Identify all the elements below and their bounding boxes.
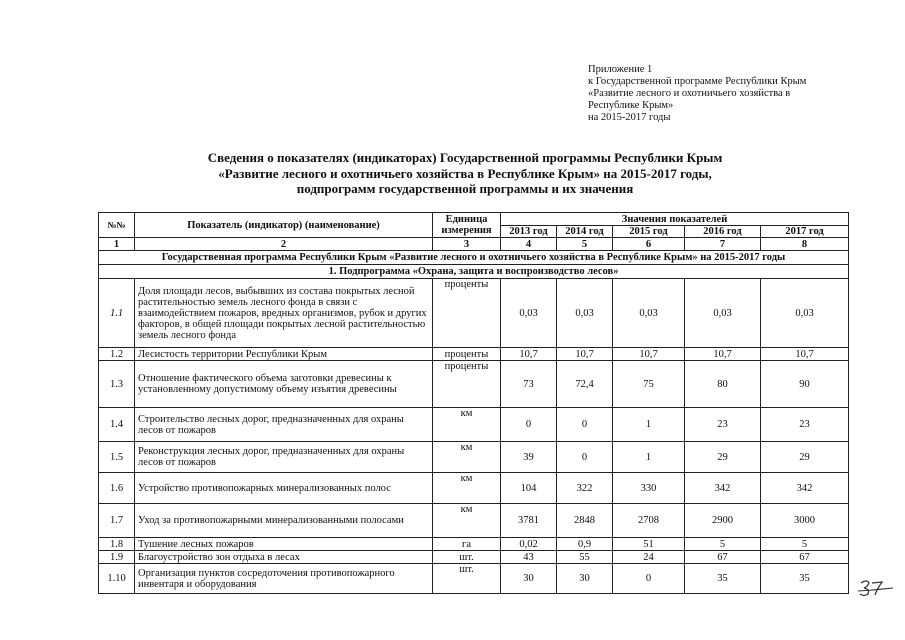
page-number-handwritten bbox=[858, 578, 894, 598]
table-row bbox=[99, 279, 849, 348]
header-year: 2014 год bbox=[557, 226, 613, 238]
row-value: 0 bbox=[557, 408, 613, 442]
row-value: 90 bbox=[761, 361, 849, 408]
column-number: 5 bbox=[557, 238, 613, 251]
header-year: 2015 год bbox=[613, 226, 685, 238]
row-value: 0,03 bbox=[761, 279, 849, 348]
row-unit: км bbox=[433, 473, 501, 504]
table-row bbox=[99, 504, 849, 538]
row-unit: проценты bbox=[433, 279, 501, 348]
row-value: 35 bbox=[685, 564, 761, 594]
appendix-line: «Развитие лесного и охотничьего хозяйства в bbox=[588, 88, 791, 99]
row-value: 23 bbox=[685, 408, 761, 442]
column-number: 8 bbox=[761, 238, 849, 251]
appendix-line: к Государственной программе Республики Крым bbox=[588, 76, 807, 87]
row-value: 0,03 bbox=[685, 279, 761, 348]
header-num: №№ bbox=[99, 213, 135, 238]
row-value: 10,7 bbox=[685, 348, 761, 361]
row-value: 24 bbox=[613, 551, 685, 564]
row-value: 51 bbox=[613, 538, 685, 551]
column-number: 4 bbox=[501, 238, 557, 251]
header-year: 2017 год bbox=[761, 226, 849, 238]
program-title: Государственная программа Республики Крым «Развитие лесного и охотничьего хозяйства в Республике Крым» на 2015-2017 годы bbox=[99, 251, 849, 265]
header-year: 2013 год bbox=[501, 226, 557, 238]
row-value: 10,7 bbox=[761, 348, 849, 361]
row-num: 1.7 bbox=[99, 504, 135, 538]
row-value: 330 bbox=[613, 473, 685, 504]
row-value: 30 bbox=[501, 564, 557, 594]
row-num: 1.10 bbox=[99, 564, 135, 594]
title-line: Сведения о показателях (индикаторах) Государственной программы Республики Крым bbox=[207, 150, 723, 165]
subprogram-row bbox=[99, 265, 849, 279]
header-values-group: Значения показателей bbox=[501, 213, 849, 226]
row-value: 0,03 bbox=[557, 279, 613, 348]
row-value: 0,02 bbox=[501, 538, 557, 551]
table-row bbox=[99, 538, 849, 551]
row-indicator: Организация пунктов сосредоточения противопожарного инвентаря и оборудования bbox=[135, 564, 433, 594]
row-value: 43 bbox=[501, 551, 557, 564]
row-num: 1.1 bbox=[99, 279, 135, 348]
row-value: 3781 bbox=[501, 504, 557, 538]
row-value: 2848 bbox=[557, 504, 613, 538]
row-unit: км bbox=[433, 442, 501, 473]
table-row bbox=[99, 442, 849, 473]
row-unit: га bbox=[433, 538, 501, 551]
row-value: 0,03 bbox=[501, 279, 557, 348]
row-value: 30 bbox=[557, 564, 613, 594]
row-num: 1.2 bbox=[99, 348, 135, 361]
row-value: 342 bbox=[685, 473, 761, 504]
row-num: 1.9 bbox=[99, 551, 135, 564]
column-number-row bbox=[99, 238, 849, 251]
row-value: 67 bbox=[685, 551, 761, 564]
indicators-table bbox=[98, 212, 849, 594]
row-value: 23 bbox=[761, 408, 849, 442]
row-indicator: Лесистость территории Республики Крым bbox=[135, 348, 433, 361]
row-unit: проценты bbox=[433, 348, 501, 361]
column-number: 1 bbox=[99, 238, 135, 251]
row-value: 10,7 bbox=[557, 348, 613, 361]
row-unit: км bbox=[433, 408, 501, 442]
row-value: 67 bbox=[761, 551, 849, 564]
row-indicator: Отношение фактического объема заготовки древесины к установленному допустимому объему изъятия древесины bbox=[135, 361, 433, 408]
row-value: 0 bbox=[613, 564, 685, 594]
row-value: 2900 bbox=[685, 504, 761, 538]
row-num: 1.5 bbox=[99, 442, 135, 473]
row-value: 39 bbox=[501, 442, 557, 473]
row-num: 1.8 bbox=[99, 538, 135, 551]
row-value: 104 bbox=[501, 473, 557, 504]
row-value: 342 bbox=[761, 473, 849, 504]
row-value: 55 bbox=[557, 551, 613, 564]
header-indicator: Показатель (индикатор) (наименование) bbox=[135, 213, 433, 238]
column-number: 2 bbox=[135, 238, 433, 251]
row-unit: км bbox=[433, 504, 501, 538]
table-row bbox=[99, 551, 849, 564]
row-value: 80 bbox=[685, 361, 761, 408]
table-row bbox=[99, 348, 849, 361]
row-indicator: Устройство противопожарных минерализованных полос bbox=[135, 473, 433, 504]
row-value: 29 bbox=[685, 442, 761, 473]
column-number: 6 bbox=[613, 238, 685, 251]
row-value: 5 bbox=[761, 538, 849, 551]
column-number: 7 bbox=[685, 238, 761, 251]
table-row bbox=[99, 408, 849, 442]
row-value: 3000 bbox=[761, 504, 849, 538]
row-indicator: Тушение лесных пожаров bbox=[135, 538, 433, 551]
row-value: 0 bbox=[501, 408, 557, 442]
program-row bbox=[99, 251, 849, 265]
header-year: 2016 год bbox=[685, 226, 761, 238]
appendix-line: на 2015-2017 годы bbox=[588, 112, 671, 123]
row-value: 2708 bbox=[613, 504, 685, 538]
header-row bbox=[99, 213, 849, 226]
row-value: 10,7 bbox=[613, 348, 685, 361]
row-indicator: Реконструкция лесных дорог, предназначенных для охраны лесов от пожаров bbox=[135, 442, 433, 473]
row-value: 0,9 bbox=[557, 538, 613, 551]
table-row bbox=[99, 361, 849, 408]
appendix-line: Приложение 1 bbox=[588, 64, 653, 75]
row-num: 1.3 bbox=[99, 361, 135, 408]
title-line: подпрограмм государственной программы и их значения bbox=[296, 181, 634, 196]
document-title bbox=[120, 150, 810, 197]
row-value: 1 bbox=[613, 442, 685, 473]
row-value: 75 bbox=[613, 361, 685, 408]
table-row bbox=[99, 473, 849, 504]
row-value: 5 bbox=[685, 538, 761, 551]
row-indicator: Строительство лесных дорог, предназначенных для охраны лесов от пожаров bbox=[135, 408, 433, 442]
row-value: 29 bbox=[761, 442, 849, 473]
row-unit: проценты bbox=[433, 361, 501, 408]
row-value: 10,7 bbox=[501, 348, 557, 361]
row-unit: шт. bbox=[433, 551, 501, 564]
row-value: 0 bbox=[557, 442, 613, 473]
title-line: «Развитие лесного и охотничьего хозяйства в Республике Крым» на 2015-2017 годы, bbox=[218, 165, 712, 181]
row-num: 1.4 bbox=[99, 408, 135, 442]
column-number: 3 bbox=[433, 238, 501, 251]
row-indicator: Доля площади лесов, выбывших из состава покрытых лесной растительностью земель лесного фонда в связи с взаимодействием пожаров, вредных организмов, рубок и других факторов, в общей площади покрытых лесной растительностью земель лесного фонда bbox=[135, 279, 433, 348]
row-indicator: Благоустройство зон отдыха в лесах bbox=[135, 551, 433, 564]
row-num: 1.6 bbox=[99, 473, 135, 504]
appendix-line: Республике Крым» bbox=[588, 100, 674, 111]
row-indicator: Уход за противопожарными минерализованными полосами bbox=[135, 504, 433, 538]
row-value: 322 bbox=[557, 473, 613, 504]
subprogram-title: 1. Подпрограмма «Охрана, защита и воспроизводство лесов» bbox=[99, 265, 849, 279]
table-row bbox=[99, 564, 849, 594]
header-unit: Единица измерения bbox=[433, 213, 501, 238]
row-value: 35 bbox=[761, 564, 849, 594]
row-unit: шт. bbox=[433, 564, 501, 594]
row-value: 1 bbox=[613, 408, 685, 442]
appendix-block bbox=[588, 64, 888, 124]
row-value: 0,03 bbox=[613, 279, 685, 348]
row-value: 72,4 bbox=[557, 361, 613, 408]
row-value: 73 bbox=[501, 361, 557, 408]
